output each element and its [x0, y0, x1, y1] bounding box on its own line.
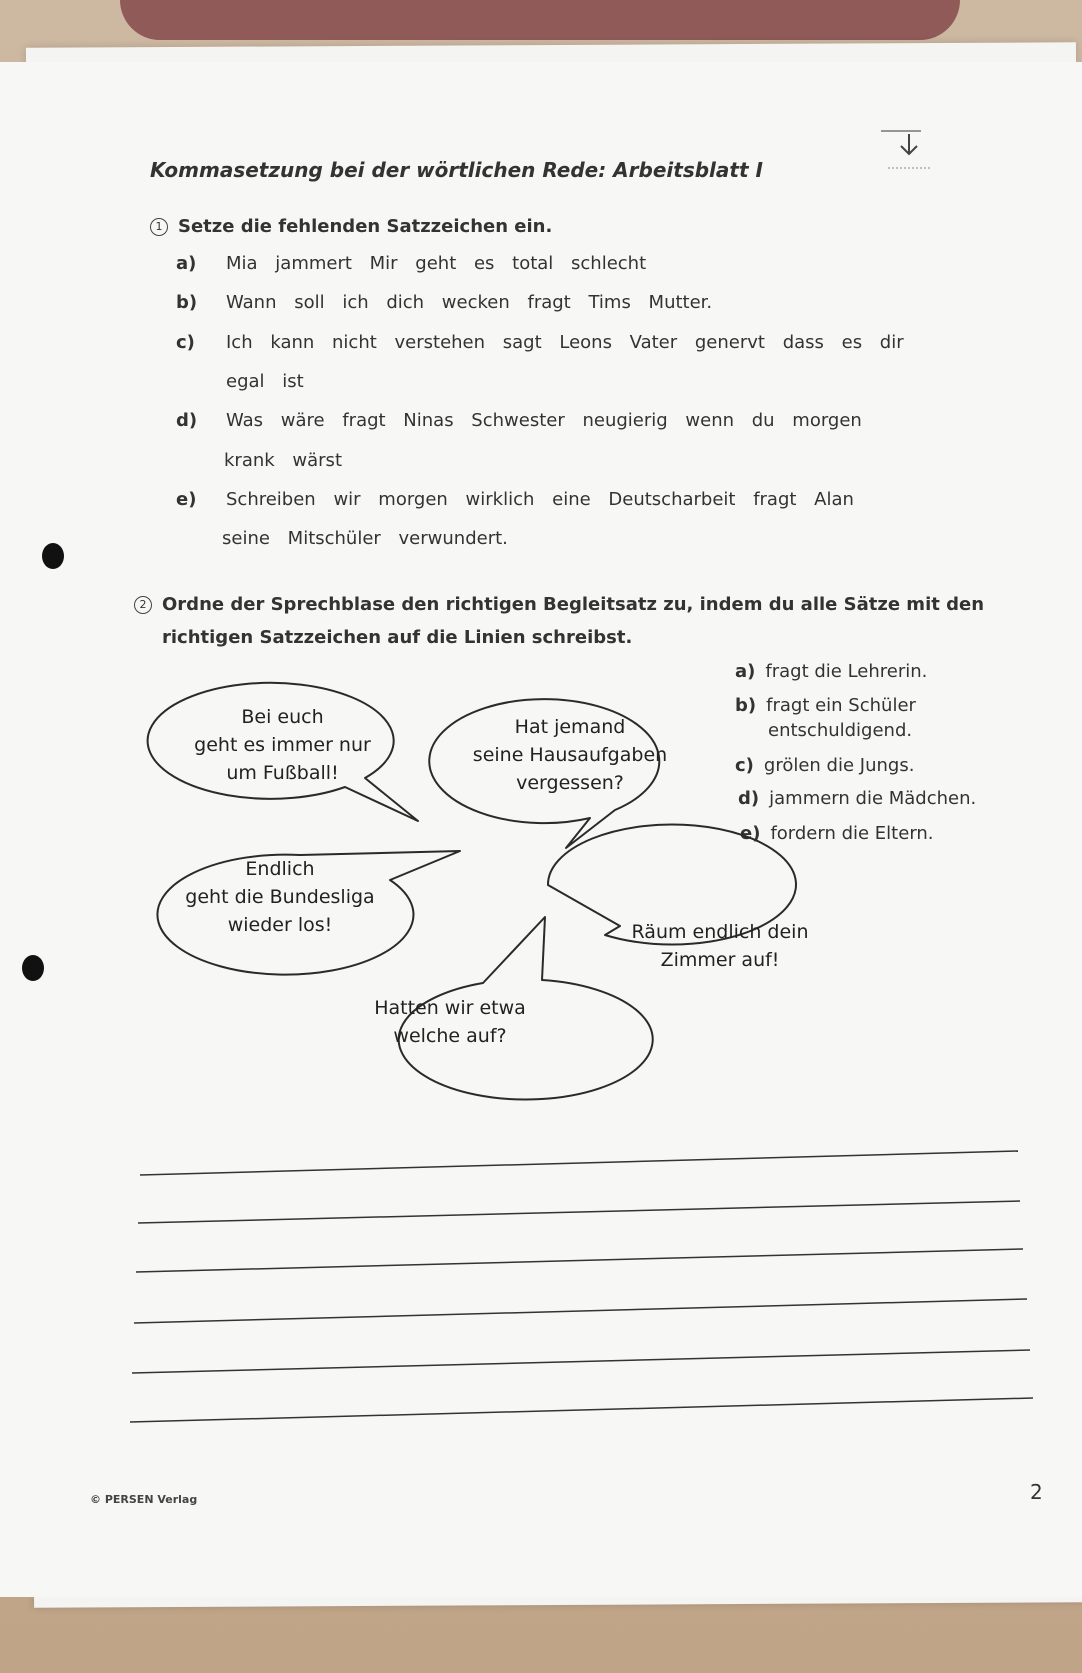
option-letter: b) [735, 695, 757, 716]
option-a [735, 661, 927, 682]
item-text: Was wäre fragt Ninas Schwester neugierig wenn du morgen [226, 410, 862, 431]
bubble-line: seine Hausaufgaben [472, 744, 668, 766]
option-text: fragt die Lehrerin. [765, 661, 928, 682]
bubble-line: geht es immer nur [194, 734, 371, 756]
bubble-line: Endlich [245, 858, 315, 880]
task1-item-e-continuation: seine Mitschüler verwundert. [222, 528, 508, 549]
task2-heading [134, 594, 984, 615]
task1-heading-text: Setze die fehlenden Satzzeichen ein. [178, 216, 553, 237]
bubble-line: um Fußball! [226, 762, 339, 784]
option-b-continuation: entschuldigend. [768, 720, 913, 741]
bubble-line: Hat jemand [514, 716, 626, 738]
option-text: grölen die Jungs. [763, 755, 915, 776]
option-c [735, 755, 914, 776]
option-d [738, 788, 976, 809]
tray-background [120, 0, 960, 40]
worksheet-title: Kommasetzung bei der wörtlichen Rede: Arbeitsblatt I [150, 158, 763, 182]
item-letter: c) [176, 332, 195, 353]
option-letter: c) [735, 755, 754, 776]
task1-item-a [176, 253, 646, 274]
bubble-bundesliga [175, 855, 385, 939]
item-text: Schreiben wir morgen wirklich eine Deutscharbeit fragt Alan [226, 489, 854, 510]
option-text: fordern die Eltern. [770, 823, 934, 844]
bubble-line: Bei euch [241, 706, 324, 728]
option-e [740, 823, 934, 844]
bubble-line: Zimmer auf! [660, 949, 780, 971]
item-letter: a) [176, 253, 197, 274]
item-letter: b) [176, 292, 198, 313]
item-text: Mia jammert Mir geht es total schlecht [226, 253, 647, 274]
task1-item-c-continuation: egal ist [226, 371, 304, 392]
bubble-line: wieder los! [227, 914, 333, 936]
item-text: Wann soll ich dich wecken fragt Tims Mutter. [226, 292, 713, 313]
download-logo-icon [880, 130, 938, 180]
bubble-line: vergessen? [516, 772, 624, 794]
task2-heading-line2: richtigen Satzzeichen auf die Linien schreibst. [162, 627, 633, 648]
item-letter: e) [176, 489, 197, 510]
task1-heading [150, 216, 552, 237]
bubble-line: Hatten wir etwa [374, 997, 526, 1019]
bubble-homework [465, 713, 675, 797]
footer-copyright: © PERSEN Verlag [90, 1493, 198, 1506]
bubble-line: welche auf? [393, 1025, 507, 1047]
bubble-hatten [345, 994, 555, 1050]
bubble-football [180, 703, 385, 787]
bubble-line: geht die Bundesliga [185, 886, 375, 908]
task1-number: 1 [150, 218, 168, 236]
option-b [735, 695, 916, 716]
bubble-line: Räum endlich dein [631, 921, 809, 943]
task1-item-d-continuation: krank wärst [224, 450, 342, 471]
option-text: jammern die Mädchen. [769, 788, 977, 809]
page-number: 2 [1030, 1480, 1043, 1504]
option-letter: d) [738, 788, 760, 809]
option-text: fragt ein Schüler [766, 695, 916, 716]
task1-item-c [176, 332, 904, 353]
task1-item-e [176, 489, 854, 510]
punch-hole [22, 955, 44, 981]
punch-hole [42, 543, 64, 569]
task1-item-b [176, 292, 712, 313]
task2-number: 2 [134, 596, 152, 614]
bubble-room [615, 918, 825, 974]
item-text: Ich kann nicht verstehen sagt Leons Vater genervt dass es dir [226, 332, 904, 353]
option-letter: e) [740, 823, 761, 844]
task2-heading-line1: Ordne der Sprechblase den richtigen Begleitsatz zu, indem du alle Sätze mit den [162, 594, 985, 615]
option-letter: a) [735, 661, 756, 682]
task1-item-d [176, 410, 862, 431]
item-letter: d) [176, 410, 198, 431]
